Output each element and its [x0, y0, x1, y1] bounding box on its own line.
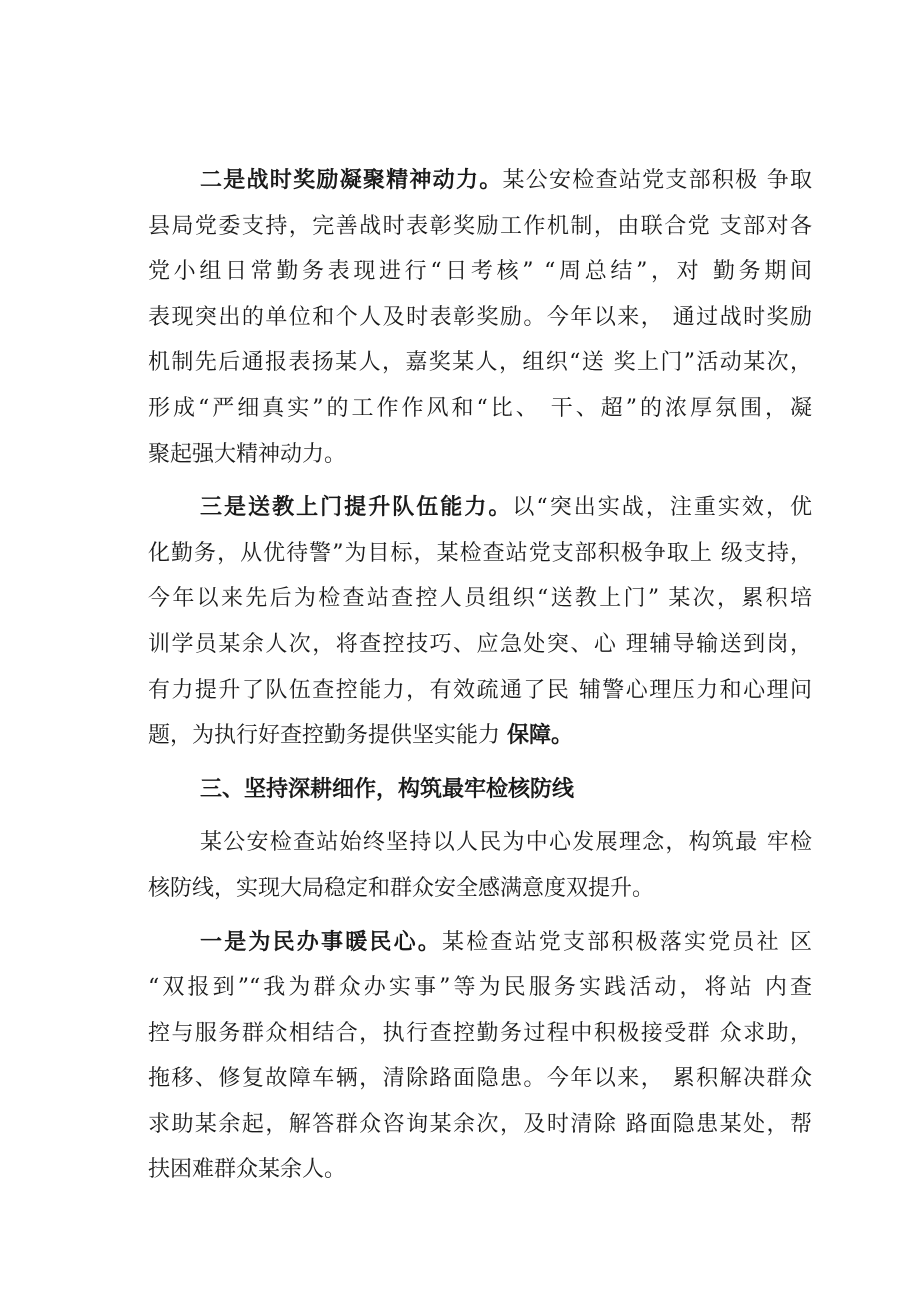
paragraph-line: 表现突出的单位和个人及时表彰奖励。今年以来， 通过战时奖励 — [148, 304, 812, 330]
paragraph-tail: 保障。 — [507, 723, 574, 749]
section-heading: 三、坚持深耕细作，构筑最牢检核防线 — [200, 776, 575, 802]
paragraph-training-delivery — [148, 485, 812, 759]
paragraph-line: 训学员某余人次，将查控技巧、应急处突、心 理辅导输送到岗， — [148, 631, 812, 657]
paragraph-line: 形成“严细真实”的工作作风和“比、 干、超”的浓厚氛围，凝 — [148, 395, 812, 421]
paragraph-line: 二是战时奖励凝聚精神动力。某公安检查站党支部积极 争取 — [200, 168, 812, 193]
paragraph-line: 求助某余起，解答群众咨询某余次，及时清除 路面隐患某处，帮 — [148, 1111, 812, 1137]
paragraph-line: 扶困难群众某余人。 — [148, 1157, 347, 1183]
paragraph-line: 化勤务，从优待警”为目标，某检查站党支部积极争取上 级支持， — [148, 540, 812, 566]
paragraph-lead: 二是战时奖励凝聚精神动力。 — [200, 168, 503, 193]
paragraph-line: 三是送教上门提升队伍能力。以“突出实战，注重实效，优 — [200, 495, 812, 521]
paragraph-section-intro — [148, 820, 812, 911]
paragraph-line: 控与服务群众相结合，执行查控勤务过程中积极接受群 众求助， — [148, 1020, 812, 1046]
paragraph-serve-people — [148, 920, 812, 1194]
paragraph-lead: 一是为民办事暖民心。 — [200, 929, 442, 955]
paragraph-lead: 三是送教上门提升队伍能力。 — [200, 495, 513, 521]
paragraph-line: 党小组日常勤务表现进行“日考核” “周总结”，对 勤务期间 — [148, 259, 812, 285]
paragraph-line: 聚起强大精神动力。 — [148, 441, 347, 467]
paragraph-line: 题，为执行好查控勤务提供坚实能力 保障。 — [148, 723, 574, 749]
paragraph-line: “双报到”“我为群众办实事”等为民服务实践活动，将站 内查 — [148, 975, 812, 1001]
document-body — [148, 158, 812, 1193]
paragraph-line: 核防线，实现大局稳定和群众安全感满意度双提升。 — [148, 875, 655, 901]
paragraph-line: 机制先后通报表扬某人，嘉奖某人，组织“送 奖上门”活动某次， — [148, 350, 812, 376]
paragraph-line: 今年以来先后为检查站查控人员组织“送教上门” 某次，累积培 — [148, 586, 812, 612]
paragraph-line: 有力提升了队伍查控能力，有效疏通了民 辅警心理压力和心理问 — [148, 677, 812, 703]
paragraph-line: 某公安检查站始终坚持以人民为中心发展理念，构筑最 牢检 — [200, 830, 812, 856]
paragraph-line: 拖移、修复故障车辆，清除路面隐患。今年以来， 累积解决群众 — [148, 1066, 812, 1092]
paragraph-line: 一是为民办事暖民心。某检查站党支部积极落实党员社 区 — [200, 929, 812, 955]
paragraph-line: 县局党委支持，完善战时表彰奖励工作机制，由联合党 支部对各 — [148, 213, 812, 239]
paragraph-wartime-rewards — [148, 158, 812, 477]
